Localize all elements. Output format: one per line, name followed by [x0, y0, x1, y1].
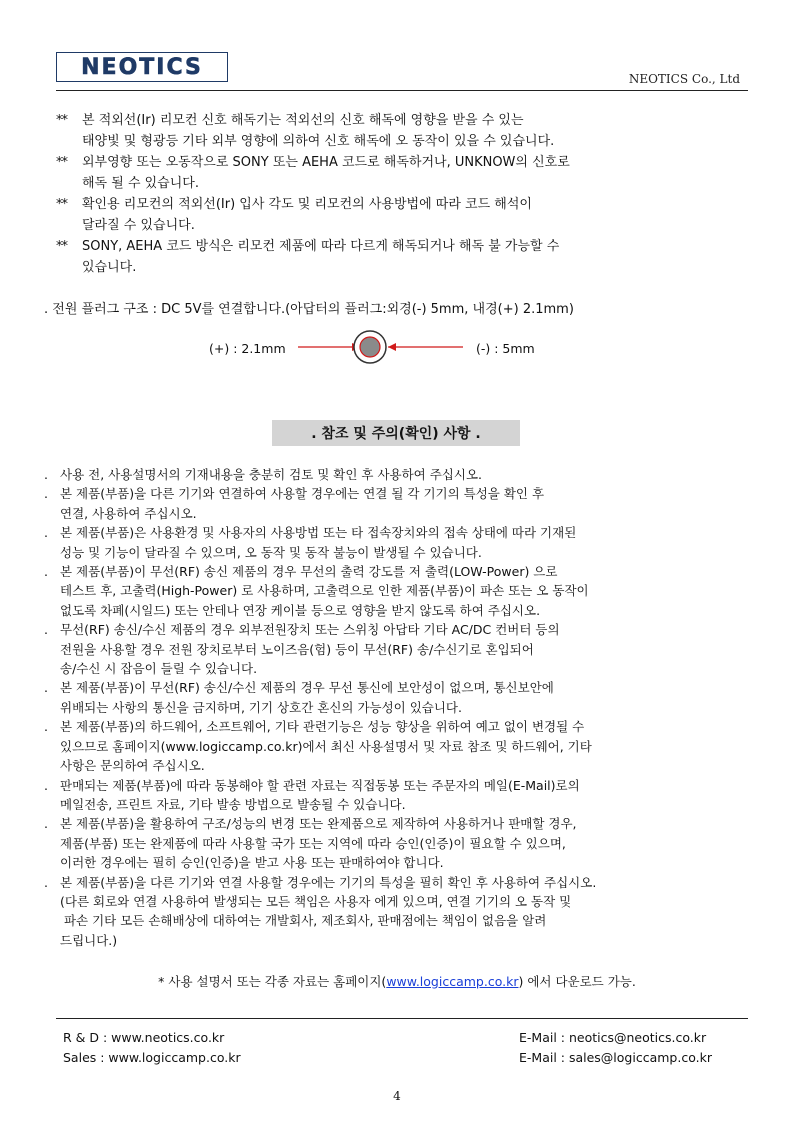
minus-arrow-head: [388, 343, 396, 351]
download-note-prefix: * 사용 설명서 또는 각종 자료는 홈페이지(: [158, 974, 387, 989]
notes-list: [56, 110, 756, 278]
caution-line: 이러한 경우에는 필히 승인(인증)을 받고 사용 또는 판매하여야 합니다.: [60, 855, 444, 871]
footer-email-2: E-Mail : sales@logiccamp.co.kr: [519, 1050, 712, 1065]
note-line: SONY, AEHA 코드 방식은 리모컨 제품에 따라 다르게 해독되거나 해독 불 가능할 수: [82, 239, 560, 254]
caution-item: . 사용 전, 사용설명서의 기재내용을 충분히 검토 및 확인 후 사용하여 주십시오.: [44, 465, 764, 484]
caution-item: . 판매되는 제품(부품)에 따라 동봉해야 할 관련 자료는 직접동봉 또는 주문자의 메일(E-Mail)로의 메일전송, 프린트 자료, 기타 발송 방법으로 발송될 수 있습니다.: [44, 776, 764, 815]
footer-sales: Sales : www.logiccamp.co.kr: [63, 1050, 241, 1065]
page-number: 4: [393, 1089, 401, 1103]
caution-line: 본 제품(부품)을 활용하여 구조/성능의 변경 또는 완제품으로 제작하여 사용하거나 판매할 경우,: [60, 816, 577, 832]
note-line: 해독 될 수 있습니다.: [82, 176, 199, 191]
neotics-logo: [56, 52, 228, 82]
caution-line: 무선(RF) 송신/수신 제품의 경우 외부전원장치 또는 스위칭 아답타 기타 AC/DC 컨버터 등의: [60, 622, 560, 638]
note-item: [56, 194, 756, 236]
section-title: . 참조 및 주의(확인) 사항 .: [272, 420, 520, 446]
caution-line: 본 제품(부품)이 무선(RF) 송신/수신 제품의 경우 무선 통신에 보안성이 없으며, 통신보안에: [60, 680, 554, 696]
caution-line: 파손 기타 모든 손해배상에 대하여는 개발회사, 제조회사, 판매점에는 책임이 없음을 알려: [60, 913, 547, 929]
caution-line: 송/수신 시 잡음이 들릴 수 있습니다.: [60, 661, 258, 677]
footer-left: [63, 1028, 241, 1068]
note-item: [56, 152, 756, 194]
footer-rule: [56, 1018, 748, 1019]
header-rule: [56, 90, 748, 91]
note-line: 태양빛 및 형광등 기타 외부 영향에 의하여 신호 해독에 오 동작이 있을 수 있습니다.: [82, 134, 555, 149]
caution-line: 본 제품(부품)을 다른 기기와 연결하여 사용할 경우에는 연결 될 각 기기의 특성을 확인 후: [60, 486, 545, 502]
caution-list: [44, 465, 764, 950]
caution-line: 전원을 사용할 경우 전원 장치로부터 노이즈음(험) 등이 무선(RF) 송/수신기로 혼입되어: [60, 641, 534, 657]
caution-line: 제품(부품) 또는 완제품에 따라 사용할 국가 또는 지역에 따라 승인(인증)이 필요할 수 있으며,: [60, 835, 566, 851]
download-note: [0, 972, 794, 990]
caution-line: 메일전송, 프린트 자료, 기타 발송 방법으로 발송될 수 있습니다.: [60, 796, 406, 812]
caution-line: 드립니다.): [60, 932, 118, 948]
note-line: 외부영향 또는 오동작으로 SONY 또는 AEHA 코드로 해독하거나, UNKNOW의 신호로: [82, 155, 570, 170]
caution-item: . 본 제품(부품)은 사용환경 및 사용자의 사용방법 또는 타 접속장치와의 접속 상태에 따라 기재된 성능 및 기능이 달라질 수 있으며, 오 동작 및 동작 불능이 발생될 수 있습니다.: [44, 523, 764, 562]
caution-item: . 본 제품(부품)을 활용하여 구조/성능의 변경 또는 완제품으로 제작하여 사용하거나 판매할 경우, 제품(부품) 또는 완제품에 따라 사용할 국가 또는 지역에 따라 승인(인증)이 필요할 수 있으며, 이러한 경우에는 필히 승인(인증)을 받고 사용 또는 판매하여야 합니다.: [44, 814, 764, 872]
footer-email-1: E-Mail : neotics@neotics.co.kr: [519, 1030, 707, 1045]
caution-line: 본 제품(부품)의 하드웨어, 소프트웨어, 기타 관련기능은 성능 향상을 위하여 예고 없이 변경될 수: [60, 719, 585, 735]
note-item: [56, 110, 756, 152]
caution-line: 있으므로 홈페이지(www.logiccamp.co.kr)에서 최신 사용설명서 및 자료 참조 및 하드웨어, 기타: [60, 738, 592, 754]
caution-line: 사용 전, 사용설명서의 기재내용을 충분히 검토 및 확인 후 사용하여 주십시오.: [60, 467, 483, 482]
minus-label: (-) : 5mm: [476, 341, 535, 356]
caution-line: 판매되는 제품(부품)에 따라 동봉해야 할 관련 자료는 직접동봉 또는 주문자의 메일(E-Mail)로의: [60, 777, 580, 793]
logo-text: NEOTICS: [81, 54, 203, 80]
caution-line: 없도록 차폐(시일드) 또는 안테나 연장 케이블 등으로 영향을 받지 않도록 하여 주십시오.: [60, 602, 541, 618]
power-bullet: .: [44, 302, 49, 317]
caution-item: . 무선(RF) 송신/수신 제품의 경우 외부전원장치 또는 스위칭 아답타 기타 AC/DC 컨버터 등의 전원을 사용할 경우 전원 장치로부터 노이즈음(험) 등이 무선(RF) 송/수신기로 혼입되어 송/수신 시 잡음이 들릴 수 있습니다.: [44, 620, 764, 678]
note-line: 있습니다.: [82, 260, 137, 275]
caution-item: . 본 제품(부품)이 무선(RF) 송신/수신 제품의 경우 무선 통신에 보안성이 없으며, 통신보안에 위배되는 사항의 통신을 금지하며, 기기 상호간 혼신의 가능성이 있습니다.: [44, 678, 764, 717]
caution-line: 테스트 후, 고출력(High-Power) 로 사용하며, 고출력으로 인한 제품(부품)이 파손 또는 오 동작이: [60, 583, 589, 599]
note-mark: **: [56, 155, 67, 170]
plug-diagram: [260, 322, 490, 372]
caution-line: 본 제품(부품)을 다른 기기와 연결 사용할 경우에는 기기의 특성을 필히 확인 후 사용하여 주십시오.: [60, 874, 597, 890]
homepage-link[interactable]: www.logiccamp.co.kr: [386, 974, 519, 989]
caution-line: (다른 회로와 연결 사용하여 발생되는 모든 책임은 사용자 에게 있으며, 연결 기기의 오 동작 및: [60, 893, 572, 909]
caution-line: 위배되는 사항의 통신을 금지하며, 기기 상호간 혼신의 가능성이 있습니다.: [60, 699, 462, 715]
footer-right: [519, 1028, 712, 1068]
note-item: [56, 236, 756, 278]
note-line: 달라질 수 있습니다.: [82, 218, 195, 233]
caution-item: . 본 제품(부품)을 다른 기기와 연결 사용할 경우에는 기기의 특성을 필히 확인 후 사용하여 주십시오. (다른 회로와 연결 사용하여 발생되는 모든 책임은 사용자 에게 있으며, 연결 기기의 오 동작 및 파손 기타 모든 손해배상에 대하여는 개발회사, 제조회사, 판매점에는 책임이 없음을 알려 드립니다.): [44, 873, 764, 951]
plus-label: (+) : 2.1mm: [209, 341, 286, 356]
caution-line: 본 제품(부품)이 무선(RF) 송신 제품의 경우 무선의 출력 강도를 저 출력(LOW-Power) 으로: [60, 564, 558, 580]
download-note-suffix: ) 에서 다운로드 가능.: [518, 974, 636, 989]
caution-item: . 본 제품(부품)을 다른 기기와 연결하여 사용할 경우에는 연결 될 각 기기의 특성을 확인 후 연결, 사용하여 주십시오.: [44, 484, 764, 523]
note-line: 확인용 리모컨의 적외선(Ir) 입사 각도 및 리모컨의 사용방법에 따라 코드 해석이: [82, 197, 532, 212]
plug-inner-icon: [360, 337, 380, 357]
caution-line: 연결, 사용하여 주십시오.: [60, 505, 197, 521]
caution-line: 성능 및 기능이 달라질 수 있으며, 오 동작 및 동작 불능이 발생될 수 있습니다.: [60, 544, 482, 560]
note-line: 본 적외선(Ir) 리모컨 신호 해독기는 적외선의 신호 해독에 영향을 받을 수 있는: [82, 113, 524, 128]
power-plug-note: [44, 298, 574, 317]
note-mark: **: [56, 113, 67, 128]
caution-line: 본 제품(부품)은 사용환경 및 사용자의 사용방법 또는 타 접속장치와의 접속 상태에 따라 기재된: [60, 525, 577, 541]
caution-item: . 본 제품(부품)이 무선(RF) 송신 제품의 경우 무선의 출력 강도를 저 출력(LOW-Power) 으로 테스트 후, 고출력(High-Power) 로 사용하며, 고출력으로 인한 제품(부품)이 파손 또는 오 동작이 없도록 차폐(시일드) 또는 안테나 연장 케이블 등으로 영향을 받지 않도록 하여 주십시오.: [44, 562, 764, 620]
caution-line: 사항은 문의하여 주십시오.: [60, 758, 205, 774]
footer-rd: R & D : www.neotics.co.kr: [63, 1030, 225, 1045]
note-mark: **: [56, 239, 67, 254]
caution-item: . 본 제품(부품)의 하드웨어, 소프트웨어, 기타 관련기능은 성능 향상을 위하여 예고 없이 변경될 수 있으므로 홈페이지(www.logiccamp.co.kr)에서 최신 사용설명서 및 자료 참조 및 하드웨어, 기타 사항은 문의하여 주십시오.: [44, 717, 764, 775]
company-name: NEOTICS Co., Ltd: [628, 72, 740, 86]
note-mark: **: [56, 197, 67, 212]
power-text: 전원 플러그 구조 : DC 5V를 연결합니다.(아답터의 플러그:외경(-) 5mm, 내경(+) 2.1mm): [52, 302, 574, 317]
